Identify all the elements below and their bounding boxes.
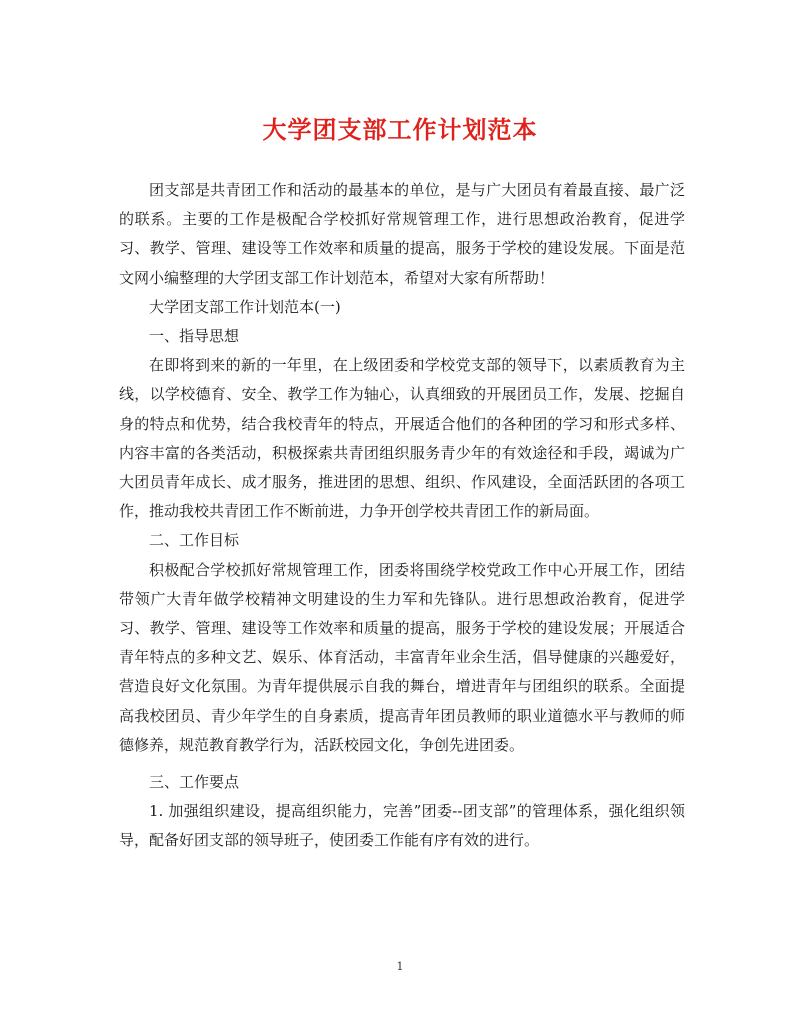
document-title: 大学团支部工作计划范本: [262, 115, 538, 144]
document-body: [119, 176, 685, 856]
work-goals-paragraph: 积极配合学校抓好常规管理工作，团委将围绕学校党政工作中心开展工作，团结带领广大青年做学校精神文明建设的生力军和先锋队。进行思想政治教育，促进学习、教学、管理、建设等工作效率和质量的提高，服务于学校的建设发展；开展适合青年特点的多种文艺、娱乐、体育活动，丰富青年业余生活，倡导健康的兴趣爱好，营造良好文化氛围。为青年提供展示自我的舞台，增进青年与团组织的联系。全面提高我校团员、青少年学生的自身素质，提高青年团员教师的职业道德水平与教师的师德修养，规范教育教学行为，活跃校园文化，争创先进团委。: [119, 560, 685, 754]
intro-paragraph: 团支部是共青团工作和活动的最基本的单位，是与广大团员有着最直接、最广泛的联系。主要的工作是极配合学校抓好常规管理工作，进行思想政治教育，促进学习、教学、管理、建设等工作效率和质量的提高，服务于学校的建设发展。下面是范文网小编整理的大学团支部工作计划范本，希望对大家有所帮助！: [119, 181, 685, 287]
guiding-ideology-paragraph: 在即将到来的新的一年里，在上级团委和学校党支部的领导下，以素质教育为主线，以学校德育、安全、教学工作为轴心，认真细致的开展团员工作，发展、挖掘自身的特点和优势，结合我校青年的特点，开展适合他们的各种团的学习和形式多样、内容丰富的各类活动，积极探索共青团组织服务青少年的有效途径和手段，竭诚为广大团员青年成长、成才服务，推进团的思想、组织、作风建设，全面活跃团的各项工作，推动我校共青团工作不断前进，力争开创学校共青团工作的新局面。: [119, 356, 685, 521]
section-heading-guiding-ideology: 一、指导思想: [149, 327, 240, 346]
section-heading-sample-one: 大学团支部工作计划范本(一): [149, 297, 341, 316]
work-point-1-paragraph: 1. 加强组织建设，提高组织能力，完善”团委--团支部”的管理体系，强化组织领导，配备好团支部的领导班子，使团委工作能有序有效的进行。: [119, 802, 685, 850]
section-heading-work-points: 三、工作要点: [149, 773, 240, 792]
section-heading-work-goals: 二、工作目标: [149, 531, 240, 550]
page-number: 1: [396, 960, 404, 973]
